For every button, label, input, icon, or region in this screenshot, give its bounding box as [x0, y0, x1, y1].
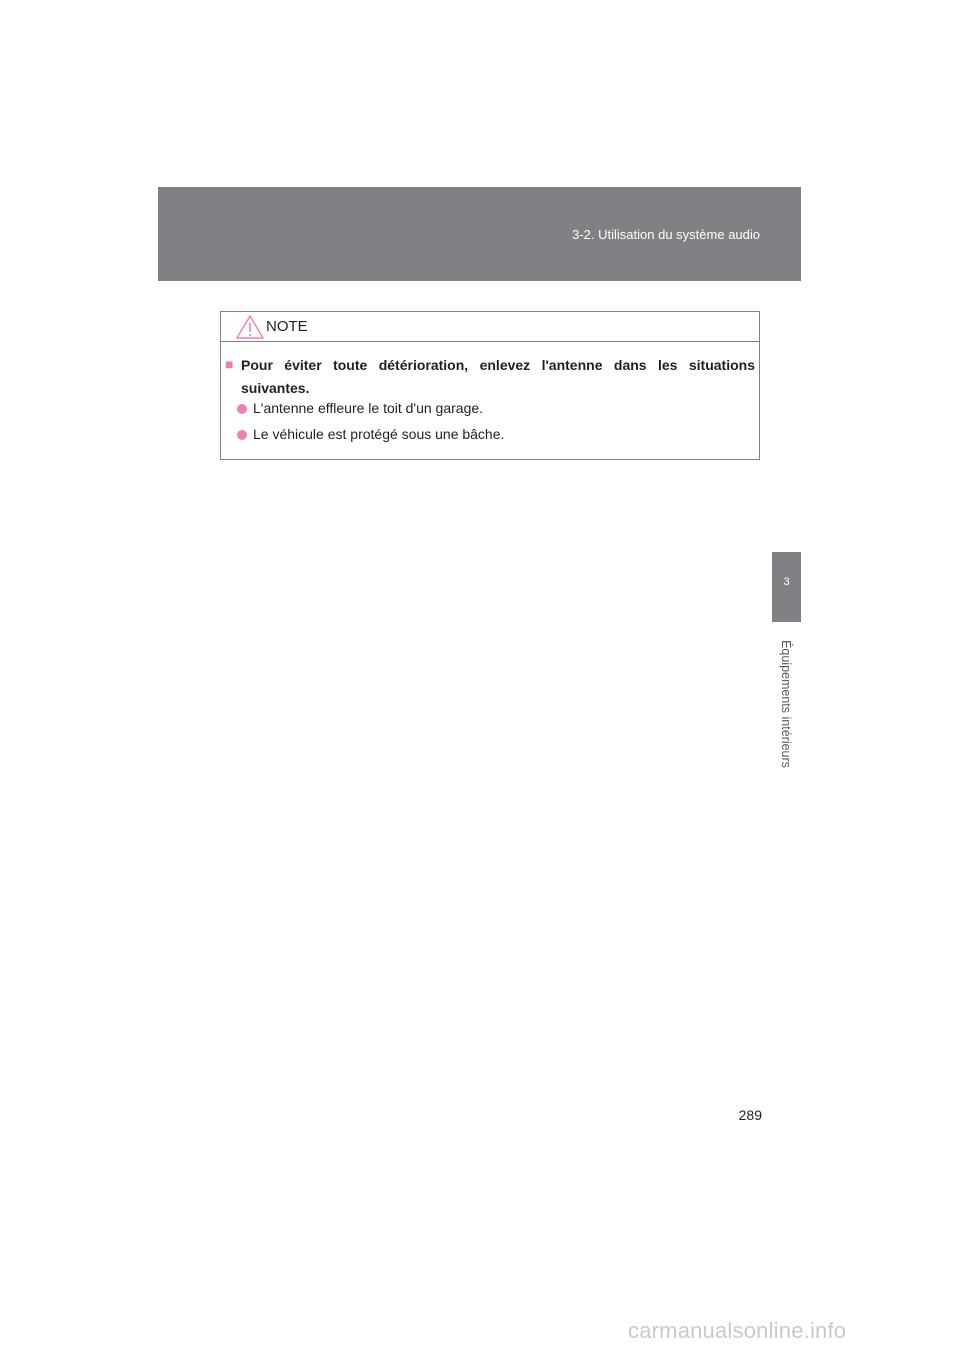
watermark: carmanualsonline.info — [628, 1318, 847, 1343]
chapter-tab — [772, 552, 801, 622]
header-band — [158, 187, 801, 281]
chapter-number: 3 — [783, 576, 790, 588]
note-lead — [225, 354, 755, 400]
bullet-dot-icon — [237, 404, 247, 414]
square-bullet-icon: ■ — [225, 356, 234, 372]
section-title: 3-2. Utilisation du système audio — [572, 227, 760, 242]
list-item — [237, 398, 483, 418]
page-number: 289 — [738, 1107, 762, 1123]
list-item — [237, 424, 504, 444]
bullet-dot-icon — [237, 430, 247, 440]
warning-triangle-icon — [234, 313, 266, 341]
note-header — [221, 312, 759, 342]
list-item-text: L'antenne effleure le toit d'un garage. — [253, 400, 484, 416]
chapter-label: Équipements intérieurs — [779, 640, 793, 768]
list-item-text: Le véhicule est protégé sous une bâche. — [253, 426, 505, 442]
note-lead-text: Pour éviter toute détérioration, enlevez l'antenne dans les situations suivantes. — [241, 357, 755, 396]
note-title: NOTE — [266, 318, 308, 335]
note-box — [220, 311, 760, 460]
